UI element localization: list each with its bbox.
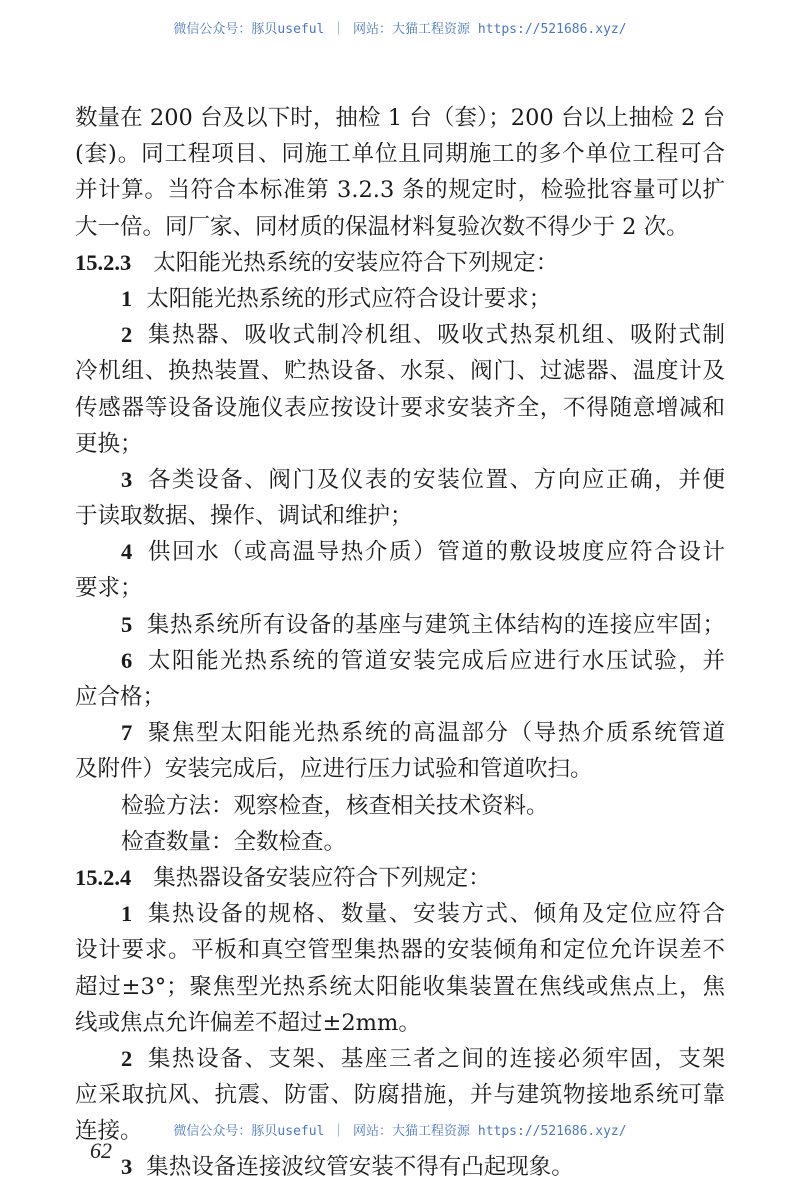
text-line <box>75 643 725 679</box>
line-text: 集热设备的规格、数量、安装方式、倾角及定位应符合 <box>146 901 725 928</box>
line-text: 集热设备、支架、基座三者之间的连接必须牢固，支架 <box>146 1045 725 1072</box>
text-line <box>75 317 725 353</box>
line-text: 集热系统所有设备的基座与建筑主体结构的连接应牢固； <box>146 611 725 638</box>
line-text: 集热器设备安装应符合下列规定： <box>153 864 491 891</box>
line-text: 应采取抗风、抗震、防雷、防腐措施，并与建筑物接地系统可靠 <box>75 1082 725 1109</box>
text-line <box>75 824 725 860</box>
line-text: 更换； <box>75 430 143 457</box>
text-line <box>75 1005 725 1041</box>
text-line <box>75 679 725 715</box>
line-text: 太阳能光热系统的安装应符合下列规定： <box>153 249 559 276</box>
line-text: 供回水（或高温导热介质）管道的敷设坡度应符合设计 <box>146 539 725 566</box>
watermark-top: 微信公众号：豚贝useful ｜ 网站：大猫工程资源 https://521686.xyz/ <box>173 22 627 37</box>
text-line <box>75 172 725 208</box>
line-text: 集热器、吸收式制冷机组、吸收式热泵机组、吸附式制 <box>146 322 725 349</box>
line-text: 集热设备连接波纹管安装不得有凸起现象。 <box>146 1154 574 1181</box>
line-text: 超过±3°；聚焦型光热系统太阳能收集装置在焦线或焦点上，焦 <box>75 973 725 1000</box>
line-text: 要求； <box>75 575 143 602</box>
line-text: 传感器等设备设施仪表应按设计要求安装齐全，不得随意增减和 <box>75 394 725 421</box>
item-number: 3 <box>121 1154 133 1180</box>
item-number: 1 <box>121 901 133 927</box>
line-text: 应合格； <box>75 684 166 710</box>
clause-number: 15.2.4 <box>75 864 132 890</box>
line-text: 连接。 <box>75 1118 143 1145</box>
line-text: 于读取数据、操作、调试和维护； <box>75 503 413 530</box>
line-text: (套)。同工程项目、同施工单位且同期施工的多个单位工程可合 <box>75 141 725 168</box>
line-text: 并计算。当符合本标准第 3.2.3 条的规定时，检验批容量可以扩 <box>75 177 725 204</box>
line-text: 太阳能光热系统的管道安装完成后应进行水压试验，并 <box>146 647 725 674</box>
line-text: 检查数量：全数检查。 <box>121 828 347 855</box>
line-text: 数量在 200 台及以下时，抽检 1 台（套）；200 台以上抽检 2 台 <box>75 105 725 131</box>
text-line <box>75 390 725 426</box>
text-line <box>75 1149 725 1185</box>
watermark-bottom: 微信公众号：豚贝useful ｜ 网站：大猫工程资源 https://521686.xyz/ <box>173 1124 627 1139</box>
line-text: 设计要求。平板和真空管型集热器的安装倾角和定位允许误差不 <box>75 937 725 964</box>
item-number: 6 <box>121 647 133 673</box>
text-line <box>75 281 725 317</box>
text-line <box>75 462 725 498</box>
text-line <box>75 353 725 389</box>
text-line <box>75 570 725 606</box>
line-text: 太阳能光热系统的形式应符合设计要求； <box>146 285 552 312</box>
line-text: 线或焦点允许偏差不超过±2mm。 <box>75 1009 421 1036</box>
item-number: 1 <box>121 285 133 311</box>
text-line <box>75 1041 725 1077</box>
text-line <box>75 932 725 968</box>
item-number: 5 <box>121 611 133 637</box>
text-line <box>75 498 725 534</box>
document-body <box>75 100 725 1186</box>
text-line <box>75 534 725 570</box>
text-line <box>75 1077 725 1113</box>
text-line <box>75 896 725 932</box>
line-text: 大一倍。同厂家、同材质的保温材料复验次数不得少于 2 次。 <box>75 213 689 240</box>
text-line <box>75 136 725 172</box>
text-line <box>75 788 725 824</box>
line-text: 冷机组、换热装置、贮热设备、水泵、阀门、过滤器、温度计及 <box>75 358 725 385</box>
clause-heading <box>75 860 725 896</box>
text-line <box>75 209 725 245</box>
page-number: 62 <box>90 1138 112 1163</box>
line-text: 各类设备、阀门及仪表的安装位置、方向应正确，并便 <box>146 466 725 493</box>
text-line <box>75 100 725 136</box>
clause-heading <box>75 245 725 281</box>
item-number: 3 <box>121 466 133 492</box>
item-number: 2 <box>121 1045 133 1071</box>
item-number: 2 <box>121 322 133 348</box>
text-line <box>75 969 725 1005</box>
line-text: 检验方法：观察检查，核查相关技术资料。 <box>121 792 549 819</box>
item-number: 4 <box>121 539 133 565</box>
clause-number: 15.2.3 <box>75 249 132 275</box>
text-line <box>75 607 725 643</box>
item-number: 7 <box>121 720 133 746</box>
line-text: 聚焦型太阳能光热系统的高温部分（导热介质系统管道 <box>146 720 725 747</box>
text-line <box>75 751 725 787</box>
line-text: 及附件）安装完成后，应进行压力试验和管道吹扫。 <box>75 756 593 783</box>
text-line <box>75 715 725 751</box>
text-line <box>75 426 725 462</box>
